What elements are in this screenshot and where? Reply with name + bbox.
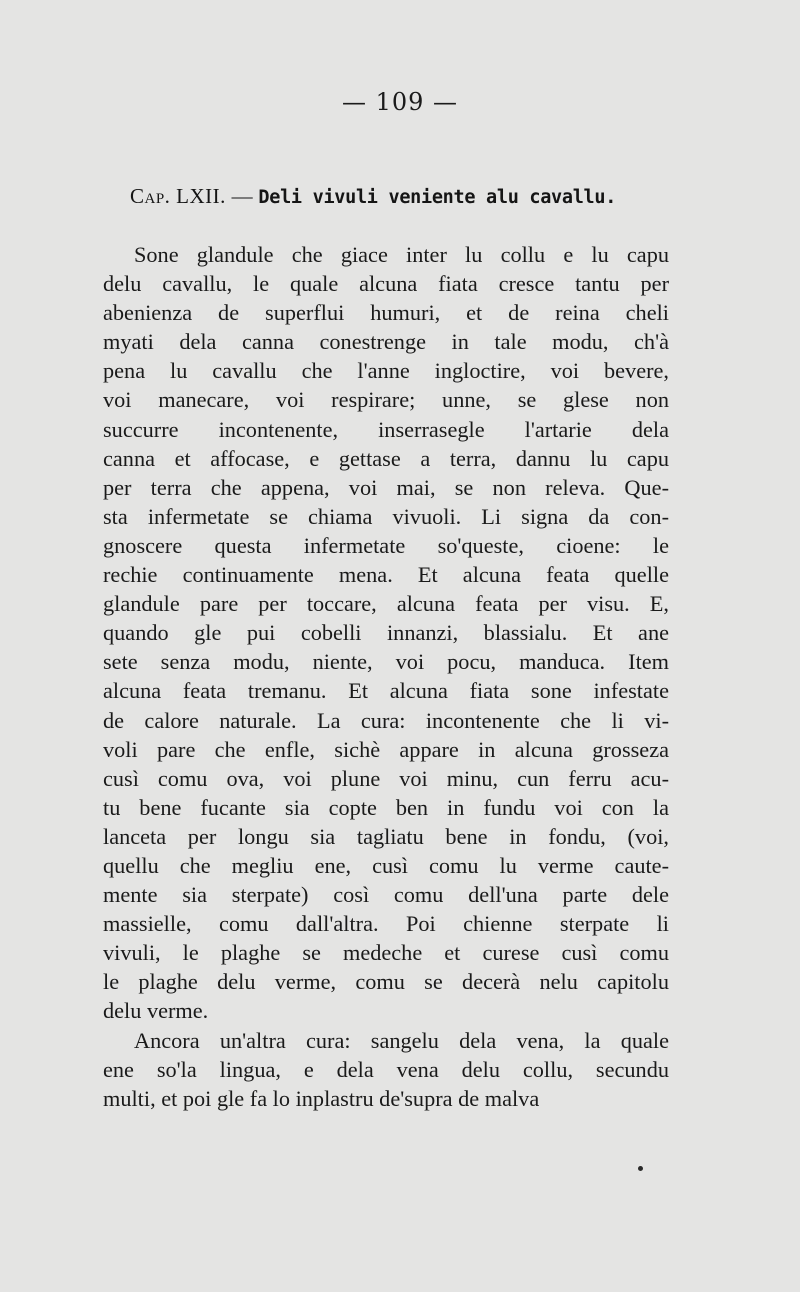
text-line: voi manecare, voi respirare; unne, se glese non xyxy=(103,387,669,413)
text-line: delu cavallu, le quale alcuna fiata cresce tantu per xyxy=(103,271,669,297)
text-line: per terra che appena, voi mai, se non releva. Que- xyxy=(103,474,669,500)
text-line: tu bene fucante sia copte ben in fundu voi con la xyxy=(103,794,669,820)
chapter-title: Deli vivuli veniente alu cavallu. xyxy=(258,187,617,208)
text-line: lanceta per longu sia tagliatu bene in fondu, (voi, xyxy=(103,823,669,849)
text-line: gnoscere questa infermetate so'queste, cioene: le xyxy=(103,532,669,558)
text-line: pena lu cavallu che l'anne ingloctire, voi bevere, xyxy=(103,358,669,384)
text-line: mente sia sterpate) così comu dell'una parte dele xyxy=(103,882,669,908)
text-line: ene so'la lingua, e dela vena delu collu, secundu xyxy=(103,1056,669,1082)
text-line: sta infermetate se chiama vivuoli. Li signa da con- xyxy=(103,503,669,529)
text-line: Sone glandule che giace inter lu collu e lu capu xyxy=(134,242,669,267)
text-line: sete senza modu, niente, voi pocu, manduca. Item xyxy=(103,649,669,675)
text-line: massielle, comu dall'altra. Poi chienne sterpate li xyxy=(103,911,669,937)
ink-speck xyxy=(638,1166,643,1171)
text-line: myati dela canna conestrenge in tale modu, ch'à xyxy=(103,329,669,355)
text-line: abenienza de superflui humuri, et de reina cheli xyxy=(103,300,669,326)
text-line: glandule pare per toccare, alcuna feata per visu. E, xyxy=(103,591,669,617)
text-line: quellu che megliu ene, cusì comu lu verme caute- xyxy=(103,852,669,878)
text-line: rechie continuamente mena. Et alcuna feata quelle xyxy=(103,562,669,588)
body-text xyxy=(103,240,669,1113)
text-line: Ancora un'altra cura: sangelu dela vena, la quale xyxy=(134,1027,669,1053)
text-line: de calore naturale. La cura: incontenente che li vi- xyxy=(103,707,669,733)
text-line: quando gle pui cobelli innanzi, blassialu. Et ane xyxy=(103,620,669,646)
text-line: delu verme. xyxy=(103,998,209,1024)
text-line: succurre incontenente, inserrasegle l'artarie dela xyxy=(103,416,669,442)
chapter-label: Cap. LXII. — xyxy=(130,184,254,208)
page-number: — 109 — xyxy=(341,88,459,116)
chapter-heading xyxy=(130,184,650,209)
text-line: alcuna feata tremanu. Et alcuna fiata sone infestate xyxy=(103,678,669,704)
text-line: voli pare che enfle, sichè appare in alcuna grosseza xyxy=(103,736,669,762)
text-line: multi, et poi gle fa lo inplastru de'supra de malva xyxy=(103,1085,540,1111)
text-line: cusì comu ova, voi plune voi minu, cun ferru acu- xyxy=(103,765,669,791)
text-line: le plaghe delu verme, comu se decerà nelu capitolu xyxy=(103,969,669,995)
text-line: canna et affocase, e gettase a terra, dannu lu capu xyxy=(103,445,669,471)
text-line: vivuli, le plaghe se medeche et curese cusì comu xyxy=(103,940,669,966)
